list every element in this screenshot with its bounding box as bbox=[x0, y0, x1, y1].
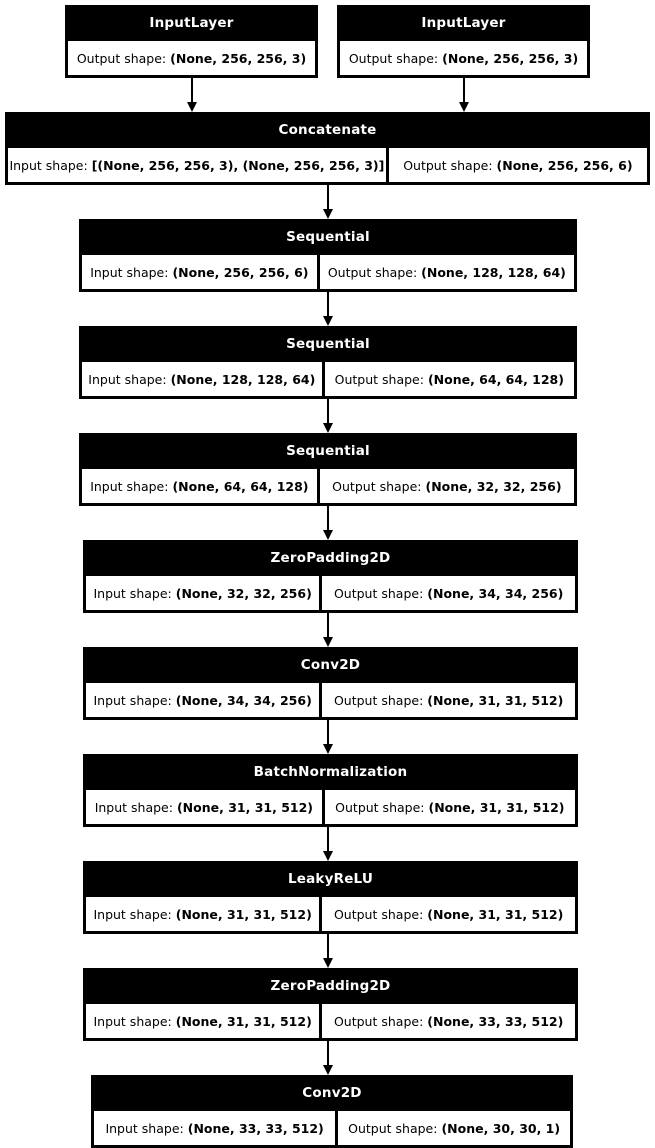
output-shape-cell bbox=[325, 362, 574, 396]
shape-cells bbox=[8, 148, 647, 182]
shape-cells bbox=[86, 897, 575, 931]
node-concatenate bbox=[5, 112, 650, 185]
layer-title: Concatenate bbox=[278, 122, 377, 138]
input-shape-cell bbox=[86, 897, 319, 931]
input-shape-cell bbox=[86, 683, 319, 717]
layer-title: ZeroPadding2D bbox=[270, 550, 391, 566]
input-shape-cell bbox=[82, 469, 317, 503]
edge-line bbox=[327, 720, 329, 744]
arrowhead-icon bbox=[459, 102, 469, 112]
shape-label: Input shape: bbox=[93, 692, 172, 708]
shape-cells bbox=[82, 255, 574, 289]
output-shape-cell bbox=[320, 255, 574, 289]
output-shape-cell bbox=[322, 897, 575, 931]
node-zeropadding2d-1 bbox=[83, 540, 578, 613]
shape-cells bbox=[340, 41, 587, 75]
output-shape-cell bbox=[322, 1004, 575, 1038]
arrowhead-icon bbox=[323, 958, 333, 968]
input-shape-cell bbox=[82, 255, 317, 289]
arrowhead-icon bbox=[323, 316, 333, 326]
arrowhead-icon bbox=[323, 530, 333, 540]
output-shape-cell bbox=[325, 790, 575, 824]
output-shape-cell bbox=[322, 683, 575, 717]
shape-cells bbox=[82, 469, 574, 503]
shape-value: (None, 256, 256, 3) bbox=[442, 50, 579, 66]
shape-value: (None, 31, 31, 512) bbox=[427, 906, 564, 922]
shape-label: Input shape: bbox=[94, 799, 173, 815]
shape-value: (None, 31, 31, 512) bbox=[427, 692, 564, 708]
shape-label: Input shape: bbox=[88, 371, 167, 387]
output-shape-cell bbox=[338, 1111, 570, 1145]
node-zeropadding2d-2 bbox=[83, 968, 578, 1041]
shape-value: (None, 256, 256, 6) bbox=[496, 157, 633, 173]
layer-title: BatchNormalization bbox=[253, 764, 408, 780]
input-shape-cell bbox=[86, 1004, 319, 1038]
edge-line bbox=[191, 78, 193, 102]
arrowhead-icon bbox=[187, 102, 197, 112]
node-inputlayer-1 bbox=[65, 5, 318, 78]
shape-label: Output shape: bbox=[335, 799, 425, 815]
node-sequential-2 bbox=[79, 326, 577, 399]
shape-value: (None, 64, 64, 128) bbox=[172, 478, 309, 494]
shape-value: (None, 32, 32, 256) bbox=[175, 585, 312, 601]
layer-title: Sequential bbox=[286, 336, 370, 352]
node-batchnormalization bbox=[83, 754, 578, 827]
shape-label: Input shape: bbox=[90, 264, 169, 280]
shape-value: (None, 256, 256, 3) bbox=[170, 50, 307, 66]
shape-label: Input shape: bbox=[93, 906, 172, 922]
input-shape-cell bbox=[86, 576, 319, 610]
edge-line bbox=[463, 78, 465, 102]
shape-cells bbox=[82, 362, 574, 396]
arrowhead-icon bbox=[323, 1065, 333, 1075]
shape-value: (None, 64, 64, 128) bbox=[427, 371, 564, 387]
shape-cells bbox=[86, 683, 575, 717]
shape-value: (None, 31, 31, 512) bbox=[175, 906, 312, 922]
shape-value: (None, 31, 31, 512) bbox=[428, 799, 565, 815]
shape-label: Output shape: bbox=[403, 157, 493, 173]
arrowhead-icon bbox=[323, 744, 333, 754]
layer-title: Sequential bbox=[286, 443, 370, 459]
output-shape-cell bbox=[68, 41, 315, 75]
input-shape-cell bbox=[86, 790, 322, 824]
node-sequential-1 bbox=[79, 219, 577, 292]
layer-title: Sequential bbox=[286, 229, 370, 245]
input-shape-cell bbox=[8, 148, 386, 182]
shape-cells bbox=[68, 41, 315, 75]
shape-value: (None, 33, 33, 512) bbox=[187, 1120, 324, 1136]
shape-label: Output shape: bbox=[333, 585, 424, 601]
output-shape-cell bbox=[322, 576, 575, 610]
shape-label: Input shape: bbox=[93, 1013, 172, 1029]
shape-value: [(None, 256, 256, 3), (None, 256, 256, 3)] bbox=[91, 157, 385, 173]
shape-value: (None, 256, 256, 6) bbox=[172, 264, 309, 280]
shape-value: (None, 128, 128, 64) bbox=[421, 264, 566, 280]
output-shape-cell bbox=[320, 469, 574, 503]
layer-title: InputLayer bbox=[149, 15, 234, 31]
node-sequential-3 bbox=[79, 433, 577, 506]
arrowhead-icon bbox=[323, 851, 333, 861]
arrowhead-icon bbox=[323, 423, 333, 433]
edge-line bbox=[327, 934, 329, 958]
shape-label: Output shape: bbox=[333, 906, 424, 922]
shape-label: Output shape: bbox=[348, 1120, 438, 1136]
shape-value: (None, 33, 33, 512) bbox=[427, 1013, 564, 1029]
shape-cells bbox=[86, 1004, 575, 1038]
shape-cells bbox=[86, 790, 575, 824]
edge-line bbox=[327, 613, 329, 637]
output-shape-cell bbox=[389, 148, 647, 182]
edge-line bbox=[327, 292, 329, 316]
layer-title: Conv2D bbox=[300, 657, 361, 673]
layer-title: ZeroPadding2D bbox=[270, 978, 391, 994]
shape-label: Output shape: bbox=[348, 50, 439, 66]
shape-cells bbox=[94, 1111, 570, 1145]
edge-line bbox=[327, 399, 329, 423]
shape-label: Output shape: bbox=[333, 1013, 424, 1029]
layer-title: InputLayer bbox=[421, 15, 506, 31]
shape-value: (None, 30, 30, 1) bbox=[441, 1120, 561, 1136]
shape-label: Input shape: bbox=[93, 585, 172, 601]
edge-line bbox=[327, 185, 329, 209]
edge-line bbox=[327, 506, 329, 530]
output-shape-cell bbox=[340, 41, 587, 75]
shape-value: (None, 34, 34, 256) bbox=[427, 585, 564, 601]
shape-label: Output shape: bbox=[76, 50, 167, 66]
edge-line bbox=[327, 827, 329, 851]
edge-line bbox=[327, 1041, 329, 1065]
shape-label: Input shape: bbox=[105, 1120, 184, 1136]
shape-label: Input shape: bbox=[90, 478, 169, 494]
shape-value: (None, 32, 32, 256) bbox=[425, 478, 562, 494]
shape-label: Output shape: bbox=[327, 264, 418, 280]
input-shape-cell bbox=[82, 362, 322, 396]
shape-value: (None, 31, 31, 512) bbox=[175, 1013, 312, 1029]
shape-label: Output shape: bbox=[334, 371, 424, 387]
shape-value: (None, 34, 34, 256) bbox=[175, 692, 312, 708]
shape-label: Output shape: bbox=[332, 478, 422, 494]
node-inputlayer-2 bbox=[337, 5, 590, 78]
shape-value: (None, 128, 128, 64) bbox=[170, 371, 316, 387]
shape-label: Output shape: bbox=[333, 692, 424, 708]
node-leakyrelu bbox=[83, 861, 578, 934]
layer-title: LeakyReLU bbox=[287, 871, 374, 887]
layer-title: Conv2D bbox=[302, 1085, 362, 1101]
arrowhead-icon bbox=[323, 637, 333, 647]
shape-value: (None, 31, 31, 512) bbox=[176, 799, 314, 815]
shape-label: Input shape: bbox=[9, 157, 88, 173]
node-conv2d-2 bbox=[91, 1075, 573, 1148]
node-conv2d-1 bbox=[83, 647, 578, 720]
input-shape-cell bbox=[94, 1111, 335, 1145]
arrowhead-icon bbox=[323, 209, 333, 219]
shape-cells bbox=[86, 576, 575, 610]
